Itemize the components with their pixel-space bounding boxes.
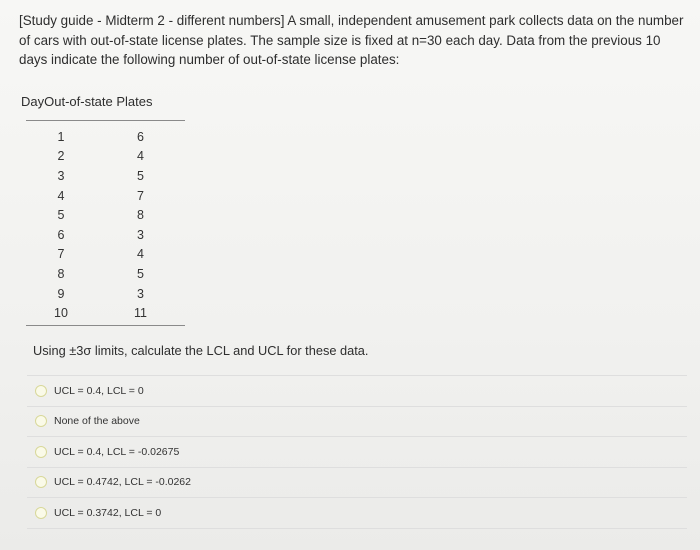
plates-cell: 3 bbox=[137, 286, 144, 301]
day-cell: 10 bbox=[54, 306, 68, 321]
table-row bbox=[26, 186, 185, 206]
table-row bbox=[26, 225, 185, 245]
table-row bbox=[26, 147, 185, 167]
radio-button[interactable] bbox=[35, 476, 47, 488]
day-cell: 1 bbox=[57, 129, 65, 144]
answer-option-1[interactable] bbox=[27, 375, 687, 407]
question-text: [Study guide - Midterm 2 - different numbers] A small, independent amusement park collects data on the number of cars with out-of-state license plates. The sample size is fixed at n=30 each day. Data from the previous 10 days indicate the following number of out-of-state license plates: bbox=[19, 13, 684, 67]
option-label: UCL = 0.3742, LCL = 0 bbox=[54, 506, 162, 519]
option-label: None of the above bbox=[54, 415, 140, 428]
plates-cell: 8 bbox=[137, 208, 144, 223]
answer-option-3[interactable] bbox=[27, 437, 687, 468]
plates-cell: 4 bbox=[137, 149, 144, 164]
table-row bbox=[26, 166, 185, 186]
plates-cell: 5 bbox=[137, 266, 144, 281]
table-row bbox=[26, 127, 185, 147]
plates-cell: 5 bbox=[137, 168, 144, 183]
day-cell: 3 bbox=[57, 168, 65, 183]
table-row bbox=[26, 303, 185, 323]
day-cell: 4 bbox=[57, 188, 65, 203]
option-label: UCL = 0.4, LCL = -0.02675 bbox=[54, 445, 180, 458]
day-cell: 7 bbox=[57, 247, 65, 262]
plates-cell: 3 bbox=[137, 227, 144, 242]
day-cell: 6 bbox=[57, 227, 65, 242]
table-row bbox=[26, 264, 185, 284]
table-title: DayOut-of-state Plates bbox=[21, 94, 153, 109]
table-row bbox=[26, 245, 185, 265]
plates-cell: 4 bbox=[137, 247, 144, 262]
plates-table bbox=[26, 120, 185, 326]
radio-button[interactable] bbox=[35, 415, 47, 427]
option-label: UCL = 0.4, LCL = 0 bbox=[54, 384, 144, 397]
table-row bbox=[26, 284, 185, 304]
answer-option-5[interactable] bbox=[27, 498, 687, 529]
day-cell: 2 bbox=[57, 149, 65, 164]
radio-button[interactable] bbox=[35, 385, 47, 397]
day-cell: 5 bbox=[57, 208, 65, 223]
table-row bbox=[26, 205, 185, 225]
day-cell: 8 bbox=[57, 266, 65, 281]
day-cell: 9 bbox=[57, 286, 65, 301]
radio-button[interactable] bbox=[35, 507, 47, 519]
plates-cell: 11 bbox=[134, 306, 147, 321]
answer-options bbox=[27, 375, 687, 529]
answer-option-2[interactable] bbox=[27, 407, 687, 438]
plates-cell: 7 bbox=[137, 188, 144, 203]
plates-cell: 6 bbox=[137, 129, 144, 144]
radio-button[interactable] bbox=[35, 446, 47, 458]
option-label: UCL = 0.4742, LCL = -0.0262 bbox=[54, 476, 191, 489]
instruction-text: Using ±3σ limits, calculate the LCL and UCL for these data. bbox=[33, 343, 369, 358]
answer-option-4[interactable] bbox=[27, 468, 687, 499]
